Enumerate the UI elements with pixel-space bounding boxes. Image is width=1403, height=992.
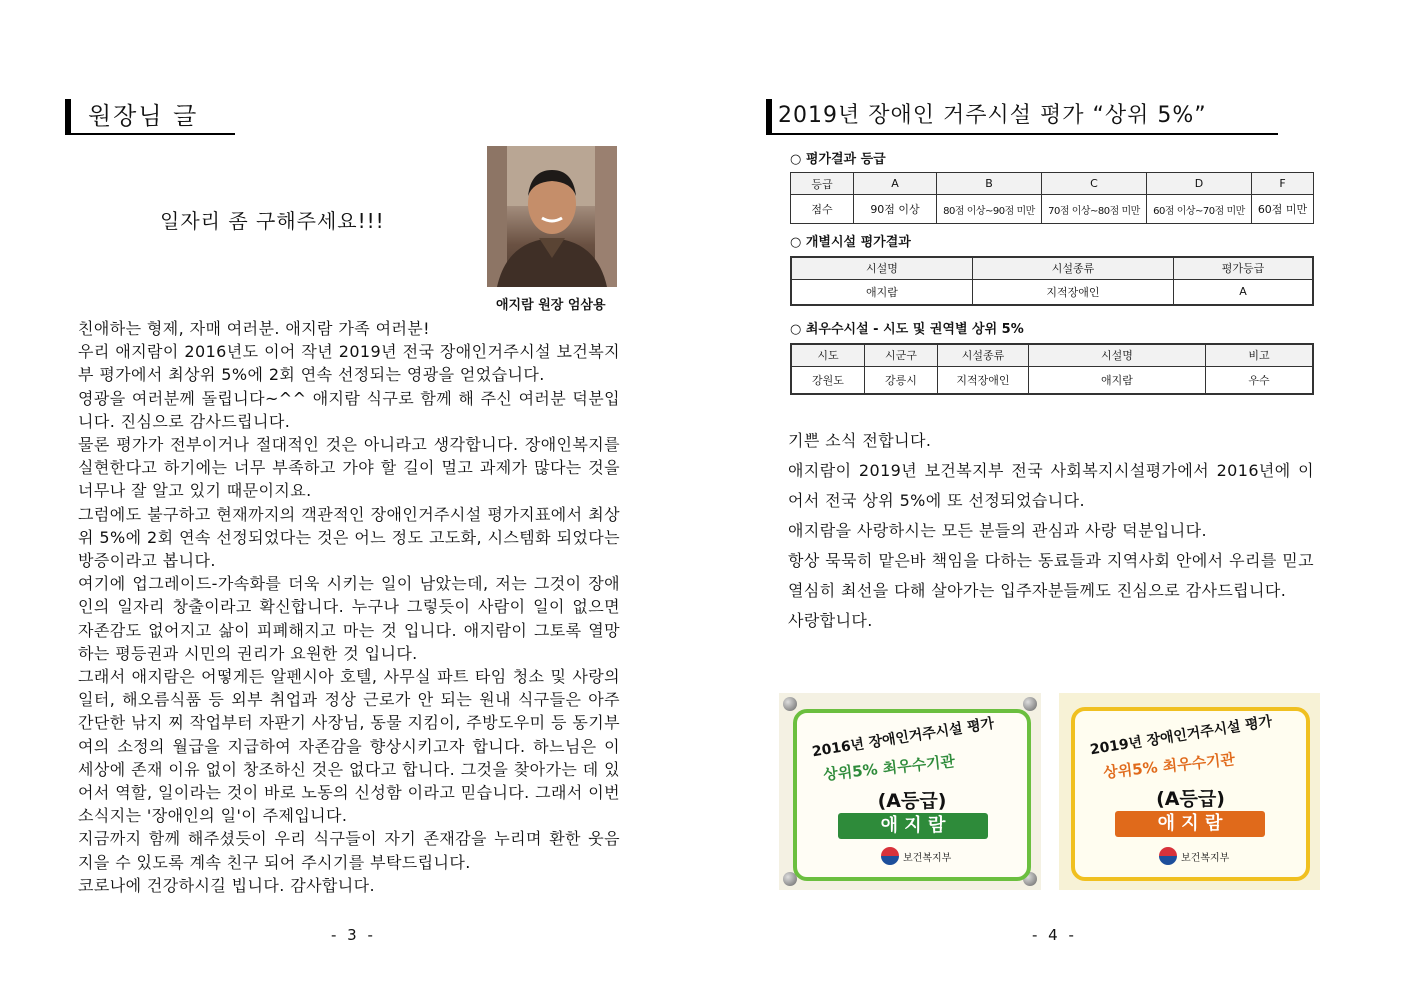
right-paragraph: 사랑합니다. [788,611,873,630]
right-paragraph: 항상 묵묵히 맡은바 책임을 다하는 동료들과 지역사회 안에서 우리를 믿고 열심히 최선을 다해 살아가는 입주자분들께도 진심으로 감사드립니다. [788,551,1314,600]
plaque-name: 애 지 람 [838,813,988,839]
grade-cell: 점수 [791,195,854,224]
left-paragraph: 코로나에 건강하시길 빕니다. 감사합니다. [78,875,375,895]
plaque-ministry: 보건복지부 [1181,853,1230,864]
facility-cell: 지적장애인 [973,279,1174,305]
grade-header-cell: D [1147,173,1252,195]
plaque-year-line: 2019년 장애인거주시설 평가 [1089,713,1274,759]
left-section-title: 원장님 글 [88,102,199,130]
grade-header-cell: 등급 [791,173,854,195]
grade-cell: 60점 이상~70점 미만 [1147,195,1252,224]
top-facility-table [790,343,1314,395]
top-cell: 강원도 [791,366,865,394]
photo-caption: 애지람 원장 엄삼용 [496,298,606,313]
grade-cell: 80점 이상~90점 미만 [937,195,1042,224]
pin-icon [1023,697,1037,711]
top-cell: 지적장애인 [938,366,1029,394]
plaque-2016 [779,693,1041,890]
left-title-underline [65,133,235,135]
facility-header-cell: 시설종류 [973,257,1174,279]
top-header-cell: 시설종류 [938,344,1029,366]
director-portrait-icon [487,146,617,287]
right-title-bar [766,99,772,133]
grade-cell: 90점 이상 [854,195,937,224]
grade-cell: 60점 미만 [1252,195,1314,224]
ministry-logo-icon [881,847,899,865]
right-page-number: - 4 - [1032,926,1077,944]
top-cell: 애지람 [1029,366,1206,394]
plaque-rank-line: 상위5% 최우수기관 [822,752,956,784]
facility-cell: A [1174,279,1314,305]
top-header-cell: 비고 [1206,344,1314,366]
top-cell: 우수 [1206,366,1314,394]
plaque-2019 [1059,693,1320,890]
top-section-heading: ○ 최우수시설 - 시도 및 권역별 상위 5% [790,322,1024,337]
left-body-text [78,317,620,897]
left-page-number: - 3 - [331,926,376,944]
grade-header-cell: F [1252,173,1314,195]
plaque-grade: (A등급) [1156,788,1225,810]
left-paragraph: 물론 평가가 전부이거나 절대적인 것은 아니라고 생각합니다. 장애인복지를 실현한다고 하기에는 너무 부족하고 가야 할 길이 멀고 과제가 많다는 것을 너무나 잘 알고 있기 때문이지요. [78,435,620,501]
grade-header-cell: A [854,173,937,195]
right-paragraph: 애지람을 사랑하시는 모든 분들의 관심과 사랑 덕분입니다. [788,521,1207,540]
plaque-frame [793,709,1031,881]
left-headline: 일자리 좀 구해주세요!!! [160,209,385,233]
top-header-cell: 시군구 [865,344,938,366]
left-paragraph: 여기에 업그레이드-가속화를 더욱 시키는 일이 남았는데, 저는 그것이 장애인의 일자리 창출이라고 확신합니다. 누구나 그렇듯이 사람이 일이 없으면 자존감도 없어지고 삶이 피폐해지고 마는 것 입니다. 애지람이 그토록 열망하는 평등권과 시민의 권리가 요원한 것 입니다. [78,574,620,663]
pin-icon [783,697,797,711]
left-title-bar [65,99,71,133]
right-section-title: 2019년 장애인 거주시설 평가 “상위 5%” [778,103,1207,128]
plaque-rank-line: 상위5% 최우수기관 [1102,750,1236,782]
left-paragraph: 그래서 애지람은 어떻게든 알펜시아 호텔, 사무실 파트 타임 청소 및 사랑의 일터, 해오름식품 등 외부 취업과 정상 근로가 안 되는 원내 식구들은 아주 간단한 낚지 찌 작업부터 자판기 사장님, 동물 지킴이, 주방도우미 등 동기부여의 소정의 월급을 지급하여 자존감을 향상시키고자 합니다. 하느님은 이 세상에 존재 이유 없이 창조하신 것은 없다고 합니다. 그것을 찾아가는 데 있어서 역할, 일이라는 것이 바로 노동의 신성함 이라고 믿습니다. 그래서 이번 소식지는 '장애인의 일'이 주제입니다. [78,667,620,826]
plaque-frame [1071,707,1310,881]
top-header-cell: 시도 [791,344,865,366]
top-cell: 강릉시 [865,366,938,394]
plaque-name: 애 지 람 [1115,811,1265,837]
facility-cell: 애지람 [791,279,973,305]
left-paragraph: 친애하는 형제, 자매 여러분. 애지람 가족 여러분! [78,319,430,338]
top-header-cell: 시설명 [1029,344,1206,366]
left-paragraph: 우리 애지람이 2016년도 이어 작년 2019년 전국 장애인거주시설 보건복지부 평가에서 최상위 5%에 2회 연속 선정되는 영광을 얻었습니다. [78,342,620,385]
plaque-ministry: 보건복지부 [903,853,952,864]
grade-cell: 70점 이상~80점 미만 [1042,195,1147,224]
right-paragraph: 애지람이 2019년 보건복지부 전국 사회복지시설평가에서 2016년에 이어서 전국 상위 5%에 또 선정되었습니다. [788,461,1314,510]
grade-header-cell: C [1042,173,1147,195]
right-paragraph: 기쁜 소식 전합니다. [788,431,932,450]
grade-section-heading: ○ 평가결과 등급 [790,152,886,167]
facility-header-cell: 시설명 [791,257,973,279]
facility-table [790,256,1314,306]
grade-table [790,172,1314,224]
left-paragraph: 영광을 여러분께 돌립니다~^^ 애지람 식구로 함께 해 주신 여러분 덕분입니다. 진심으로 감사드립니다. [78,388,620,431]
facility-section-heading: ○ 개별시설 평가결과 [790,235,911,250]
left-paragraph: 그럼에도 불구하고 현재까지의 객관적인 장애인거주시설 평가지표에서 최상위 5%에 2회 연속 선정되었다는 것은 어느 정도 고도화, 시스템화 되었다는 방증이라고 봅니다. [78,504,620,571]
ministry-logo-icon [1159,847,1177,865]
left-paragraph: 지금까지 함께 해주셨듯이 우리 식구들이 자기 존재감을 누리며 환한 웃음 지을 수 있도록 계속 친구 되어 주시기를 부탁드립니다. [78,829,620,872]
director-photo [487,146,617,287]
grade-header-cell: B [937,173,1042,195]
right-body-text [788,426,1314,636]
plaque-grade: (A등급) [877,790,947,812]
facility-header-cell: 평가등급 [1174,257,1314,279]
plaque-year-line: 2016년 장애인거주시설 평가 [811,715,996,761]
right-title-underline [766,133,1278,135]
